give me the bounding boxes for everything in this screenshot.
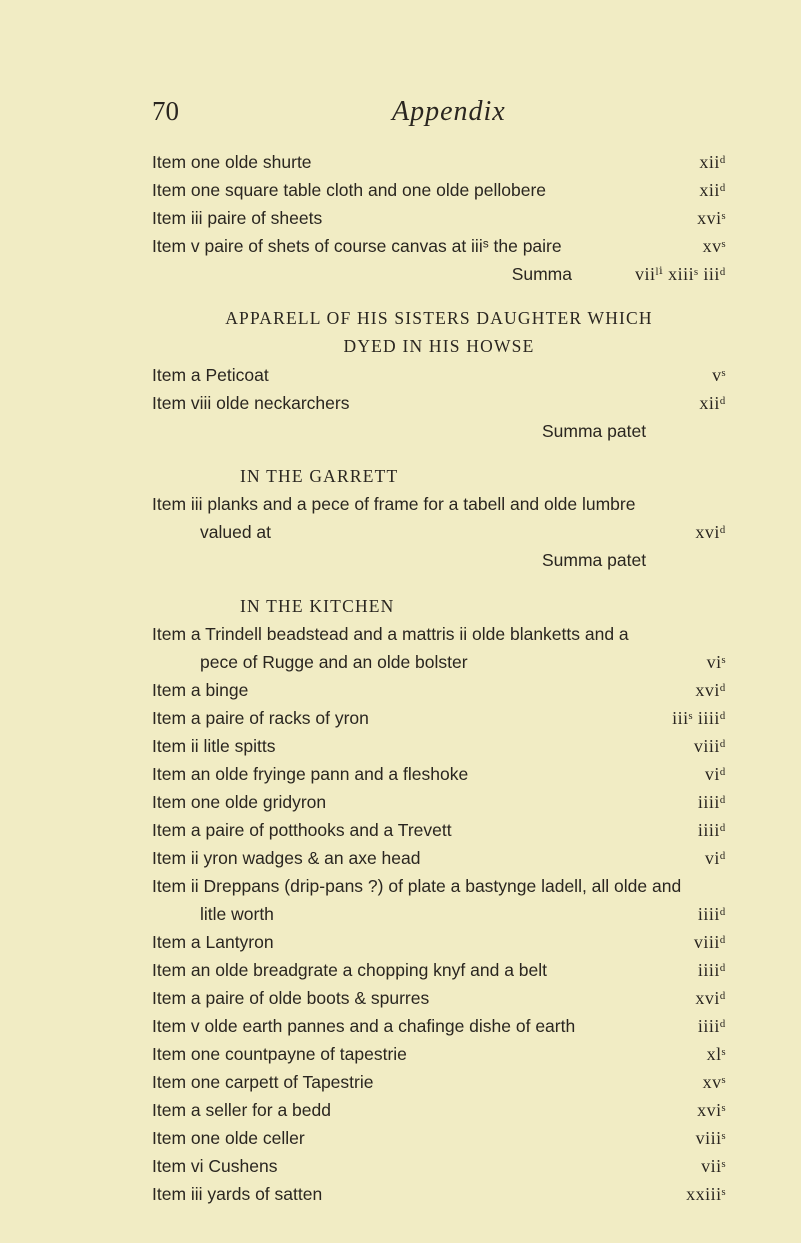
item-text: Item a paire of potthooks and a Trevett [152, 820, 452, 840]
inventory-line [152, 732, 726, 760]
section-heading: IN THE GARRETT [240, 466, 399, 486]
item-text: Item vi Cushens [152, 1156, 278, 1176]
summa-label: Summa [511, 264, 572, 284]
inventory-line [152, 676, 726, 704]
item-value: viᵈ [704, 764, 726, 784]
inventory-line [152, 1124, 726, 1152]
item-value: iiiiᵈ [697, 960, 726, 980]
item-text: Item an olde fryinge pann and a fleshoke [152, 764, 469, 784]
item-text: Item a Peticoat [152, 365, 269, 385]
item-value: vˢ [712, 365, 726, 385]
item-text: Item an olde breadgrate a chopping knyf and a belt [152, 960, 547, 980]
inventory-line [152, 232, 726, 260]
item-text: Item one olde celler [152, 1128, 305, 1148]
summa-line [152, 546, 726, 574]
item-text: Item one square table cloth and one olde pellobere [152, 180, 547, 200]
section-heading: APPARELL OF HIS SISTERS DAUGHTER WHICH [225, 308, 653, 328]
item-value: xiiᵈ [699, 180, 726, 200]
item-value: xvˢ [702, 236, 726, 256]
inventory-line [152, 648, 726, 676]
item-value: xviˢ [697, 1100, 726, 1120]
item-text: Item one olde gridyron [152, 792, 327, 812]
inventory-line [152, 1180, 726, 1208]
item-text: Item ii yron wadges & an axe head [152, 848, 421, 868]
item-text: Item one carpett of Tapestrie [152, 1072, 374, 1092]
inventory-line [152, 844, 726, 872]
summa-line [152, 417, 726, 445]
item-value: xviˢ [697, 208, 726, 228]
item-text: Item v olde earth pannes and a chafinge dishe of earth [152, 1016, 576, 1036]
summa-value: viiˡⁱ xiiiˢ iiiᵈ [634, 264, 726, 284]
item-text: Item ii Dreppans (drip-pans ?) of plate a bastynge ladell, all olde and [152, 876, 682, 896]
inventory-line [152, 1012, 726, 1040]
item-value: viiiᵈ [693, 736, 726, 756]
page-number: 70 [152, 96, 179, 126]
inventory-line [152, 1152, 726, 1180]
item-text: Item a paire of olde boots & spurres [152, 988, 430, 1008]
item-text: Item viii olde neckarchers [152, 393, 350, 413]
item-value: iiiiᵈ [697, 820, 726, 840]
item-value: xiiᵈ [699, 393, 726, 413]
item-value: xviᵈ [695, 680, 726, 700]
inventory-line [152, 1040, 726, 1068]
item-text: Item v paire of shets of course canvas at iiiˢ the paire [152, 236, 562, 256]
inventory-line [152, 389, 726, 417]
inventory-line [152, 518, 726, 546]
item-text: Item iii planks and a pece of frame for a tabell and olde lumbre [152, 494, 636, 514]
item-text: Item iii yards of satten [152, 1184, 323, 1204]
inventory-line [152, 148, 726, 176]
section-heading: DYED IN HIS HOWSE [343, 336, 535, 356]
item-value: viiiˢ [695, 1128, 726, 1148]
inventory-line [152, 1096, 726, 1124]
inventory-line [152, 816, 726, 844]
running-head: Appendix [392, 96, 506, 127]
summa-label: Summa patet [542, 550, 647, 570]
inventory-line [152, 490, 726, 518]
item-text: pece of Rugge and an olde bolster [200, 652, 468, 672]
page-header [152, 96, 692, 136]
item-value: xvˢ [702, 1072, 726, 1092]
inventory-line [152, 872, 726, 900]
inventory-line [152, 620, 726, 648]
item-text: Item ii litle spitts [152, 736, 276, 756]
item-value: xxiiiˢ [686, 1184, 726, 1204]
item-text: Item a seller for a bedd [152, 1100, 331, 1120]
item-value: iiiiᵈ [697, 792, 726, 812]
item-text: Item one olde shurte [152, 152, 312, 172]
item-value: xviᵈ [695, 988, 726, 1008]
inventory-line [152, 788, 726, 816]
item-text: litle worth [200, 904, 274, 924]
item-text: Item one countpayne of tapestrie [152, 1044, 407, 1064]
inventory-line [152, 176, 726, 204]
inventory-line [152, 204, 726, 232]
section-heading: IN THE KITCHEN [240, 596, 395, 616]
summa-label: Summa patet [542, 421, 647, 441]
item-value: viˢ [706, 652, 726, 672]
item-value: iiiiᵈ [697, 904, 726, 924]
item-text: Item a paire of racks of yron [152, 708, 369, 728]
item-value: viᵈ [704, 848, 726, 868]
inventory-line [152, 704, 726, 732]
item-text: Item a binge [152, 680, 249, 700]
item-value: xviᵈ [695, 522, 726, 542]
item-text: Item a Trindell beadstead and a mattris ii olde blanketts and a [152, 624, 629, 644]
inventory-line [152, 760, 726, 788]
item-text: valued at [200, 522, 272, 542]
inventory-line [152, 984, 726, 1012]
item-text: Item iii paire of sheets [152, 208, 323, 228]
inventory-line [152, 928, 726, 956]
item-value: viiˢ [701, 1156, 726, 1176]
item-value: iiiiᵈ [697, 1016, 726, 1036]
item-value: xiiᵈ [699, 152, 726, 172]
item-value: xlˢ [706, 1044, 726, 1064]
inventory-line [152, 361, 726, 389]
summa-line [152, 260, 726, 288]
inventory-line [152, 1068, 726, 1096]
item-value: viiiᵈ [693, 932, 726, 952]
inventory-line [152, 956, 726, 984]
item-text: Item a Lantyron [152, 932, 274, 952]
inventory-line [152, 900, 726, 928]
item-value: iiiˢ iiiiᵈ [672, 708, 726, 728]
